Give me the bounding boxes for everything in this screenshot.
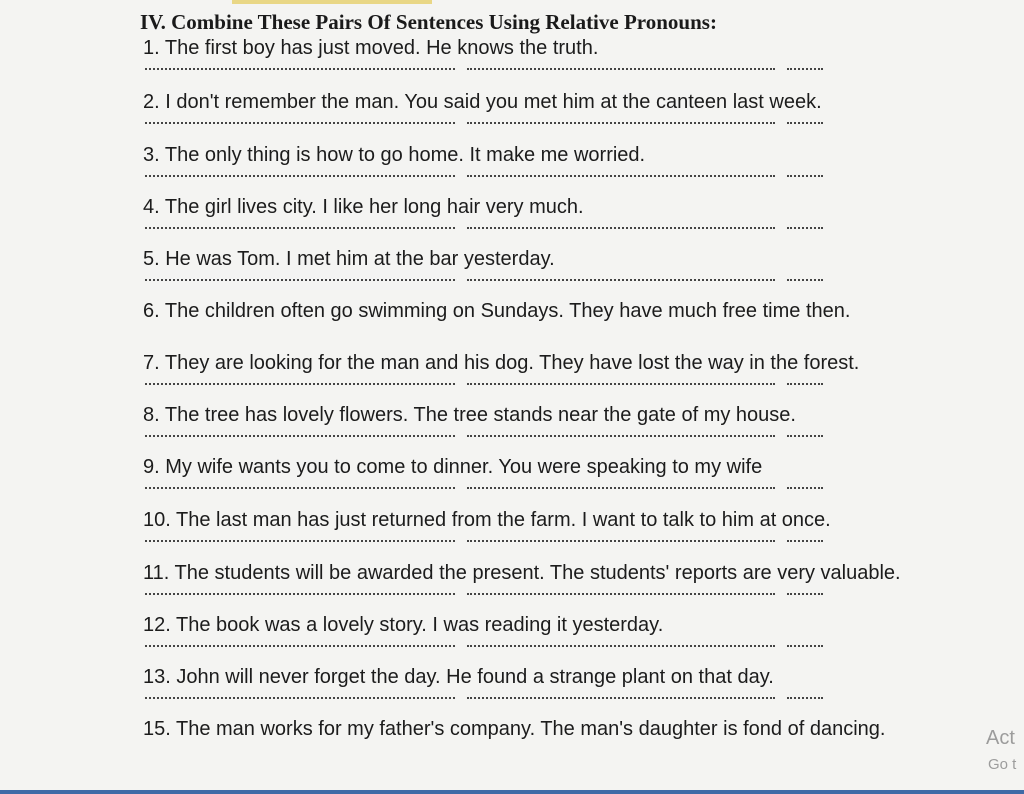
dotted-segment [145,697,455,699]
exercise-sentence: 12. The book was a lovely story. I was reading it yesterday. [143,614,664,636]
watermark-text-2: Go t [988,756,1017,773]
answer-line[interactable] [143,431,1013,449]
answer-line[interactable] [143,171,1013,189]
answer-line[interactable] [143,118,1013,136]
exercise-item [143,299,1013,323]
dotted-segment [787,383,823,385]
answer-line[interactable] [143,483,1013,501]
dotted-segment [467,645,775,647]
cropped-previous-line [0,0,1024,10]
exercise-sentence: 5. He was Tom. I met him at the bar yesterday. [143,248,555,270]
exercise-sentence: 10. The last man has just returned from the farm. I want to talk to him at once. [143,509,831,531]
dotted-segment [467,487,775,489]
dotted-segment [145,68,455,70]
answer-line[interactable] [143,275,1013,293]
exercise-sentence: 2. I don't remember the man. You said you met him at the canteen last week. [143,91,822,113]
exercise-item [143,717,1013,741]
dotted-segment [145,122,455,124]
answer-line[interactable] [143,693,1013,711]
answer-line[interactable] [143,379,1013,397]
dotted-segment [787,487,823,489]
dotted-segment [787,68,823,70]
dotted-segment [145,487,455,489]
answer-line[interactable] [143,64,1013,82]
dotted-segment [787,540,823,542]
exercise-item [143,195,1013,241]
dotted-segment [787,593,823,595]
exercise-item [143,247,1013,293]
exercise-sentence: 4. The girl lives city. I like her long hair very much. [143,196,584,218]
exercise-sentence: 3. The only thing is how to go home. It make me worried. [143,144,646,166]
exercise-sentence: 11. The students will be awarded the present. The students' reports are very valuable. [143,562,901,584]
taskbar-edge [0,790,1024,794]
exercise-sentence: 6. The children often go swimming on Sundays. They have much free time then. [143,300,851,322]
highlight-mark [232,0,432,4]
exercise-sentence: 9. My wife wants you to come to dinner. You were speaking to my wife [143,456,763,478]
dotted-segment [787,175,823,177]
exercise-item [143,351,1013,397]
exercise-item [143,665,1013,711]
dotted-segment [467,122,775,124]
exercise-item [143,143,1013,189]
dotted-segment [787,645,823,647]
exercise-sentence: 13. John will never forget the day. He found a strange plant on that day. [143,666,774,688]
dotted-segment [145,227,455,229]
dotted-segment [467,593,775,595]
dotted-segment [145,593,455,595]
answer-line[interactable] [143,641,1013,659]
answer-line[interactable] [143,589,1013,607]
answer-line[interactable] [143,536,1013,554]
dotted-segment [145,435,455,437]
dotted-segment [787,122,823,124]
dotted-segment [467,175,775,177]
exercise-item [143,36,1013,82]
dotted-segment [787,697,823,699]
exercise-item [143,90,1013,136]
answer-line[interactable] [143,223,1013,241]
exercise-item [143,561,1013,607]
exercise-sentence: 7. They are looking for the man and his dog. They have lost the way in the forest. [143,352,860,374]
dotted-segment [145,279,455,281]
section-heading: IV. Combine These Pairs Of Sentences Using Relative Pronouns: [140,10,717,34]
exercise-sentence: 15. The man works for my father's company. The man's daughter is fond of dancing. [143,718,886,740]
exercise-sentence: 1. The first boy has just moved. He knows the truth. [143,37,599,59]
dotted-segment [145,383,455,385]
dotted-segment [467,383,775,385]
dotted-segment [787,435,823,437]
dotted-segment [467,697,775,699]
dotted-segment [467,279,775,281]
exercise-sentence: 8. The tree has lovely flowers. The tree stands near the gate of my house. [143,404,796,426]
watermark-text-1: Act [986,727,1015,749]
dotted-segment [467,435,775,437]
exercise-item [143,455,1013,501]
exercise-item [143,508,1013,554]
dotted-segment [145,540,455,542]
dotted-segment [467,68,775,70]
dotted-segment [467,540,775,542]
dotted-segment [787,227,823,229]
dotted-segment [145,645,455,647]
dotted-segment [787,279,823,281]
exercise-item [143,613,1013,659]
dotted-segment [467,227,775,229]
dotted-segment [145,175,455,177]
exercise-item [143,403,1013,449]
